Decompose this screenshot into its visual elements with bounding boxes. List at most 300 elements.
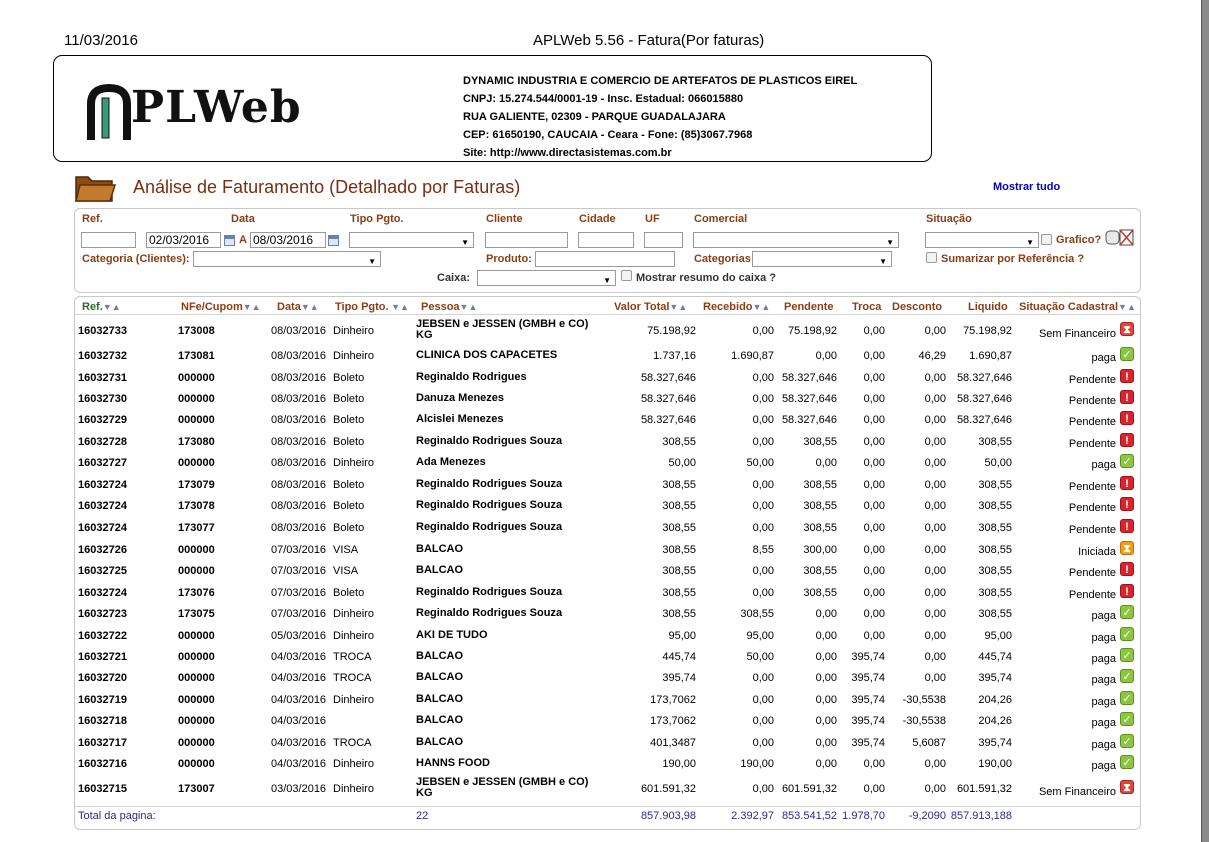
cell-troca: 395,74 bbox=[851, 694, 885, 706]
ref-label: Ref. bbox=[82, 213, 103, 225]
col-header-situacao[interactable]: Situação Cadastral▼▲ bbox=[1019, 301, 1136, 313]
cell-nfe: 173008 bbox=[178, 325, 215, 337]
cell-liquido: 50,00 bbox=[984, 457, 1012, 469]
cell-ref: 16032728 bbox=[78, 436, 127, 448]
cell-liquido: 58.327,646 bbox=[956, 393, 1012, 405]
cell-desconto: 0,00 bbox=[924, 457, 946, 469]
cell-ref: 16032722 bbox=[78, 630, 127, 642]
cell-recebido: 0,00 bbox=[752, 672, 774, 684]
cell-nfe: 173078 bbox=[178, 500, 215, 512]
hourglass-icon[interactable]: ⧗ bbox=[1120, 780, 1134, 794]
cell-pendente: 58.327,646 bbox=[781, 372, 837, 384]
cell-pendente: 58.327,646 bbox=[781, 414, 837, 426]
cell-valor: 308,55 bbox=[662, 544, 696, 556]
table-row[interactable] bbox=[75, 496, 1140, 516]
total-label: Total da pagina: bbox=[78, 810, 156, 822]
sort-icon[interactable]: ▼▲ bbox=[300, 302, 319, 312]
resumo-caixa-label: Mostrar resumo do caixa ? bbox=[636, 272, 776, 284]
table-row[interactable] bbox=[75, 318, 1140, 344]
sort-icon[interactable]: ▼▲ bbox=[752, 302, 771, 312]
ref-input[interactable] bbox=[81, 232, 136, 248]
cell-pessoa: Reginaldo Rodrigues Souza bbox=[416, 607, 563, 619]
table-row[interactable] bbox=[75, 776, 1140, 802]
cell-data: 08/03/2016 bbox=[271, 479, 327, 491]
cell-tipo: VISA bbox=[333, 544, 359, 556]
cell-valor: 50,00 bbox=[668, 457, 696, 469]
cell-nfe: 000000 bbox=[178, 457, 215, 469]
sort-icon[interactable]: ▼▲ bbox=[459, 302, 478, 312]
tipo-pgto-select[interactable] bbox=[349, 232, 474, 248]
cell-nfe: 173079 bbox=[178, 479, 215, 491]
check-icon[interactable]: ✓ bbox=[1120, 712, 1134, 726]
check-icon[interactable]: ✓ bbox=[1120, 755, 1134, 769]
chevron-down-icon: ▼ bbox=[368, 257, 376, 266]
cell-pendente: 308,55 bbox=[803, 565, 837, 577]
table-row[interactable] bbox=[75, 453, 1140, 473]
cell-situacao: Sem Financeiro bbox=[1038, 328, 1116, 340]
cell-nfe: 000000 bbox=[178, 372, 215, 384]
cell-valor: 173,7062 bbox=[650, 694, 696, 706]
cell-troca: 0,00 bbox=[863, 393, 885, 405]
cell-troca: 0,00 bbox=[863, 783, 885, 795]
cell-situacao: Iniciada bbox=[1078, 546, 1116, 558]
uf-label: UF bbox=[645, 213, 660, 225]
table-row[interactable] bbox=[75, 518, 1140, 538]
exclamation-icon[interactable]: ! bbox=[1120, 519, 1134, 533]
uf-input[interactable] bbox=[644, 232, 683, 248]
check-icon[interactable]: ✓ bbox=[1120, 648, 1134, 662]
cell-nfe: 173075 bbox=[178, 608, 215, 620]
sumarizar-checkbox[interactable] bbox=[926, 252, 937, 263]
check-icon[interactable]: ✓ bbox=[1120, 605, 1134, 619]
cell-pendente: 308,55 bbox=[803, 522, 837, 534]
cell-nfe: 000000 bbox=[178, 414, 215, 426]
cell-pessoa: AKI DE TUDO bbox=[416, 629, 488, 641]
cell-pendente: 0,00 bbox=[815, 630, 837, 642]
cell-ref: 16032732 bbox=[78, 350, 127, 362]
cell-troca: 0,00 bbox=[863, 350, 885, 362]
cell-nfe: 173080 bbox=[178, 436, 215, 448]
table-row[interactable] bbox=[75, 583, 1140, 603]
cell-recebido: 0,00 bbox=[752, 694, 774, 706]
grafico-checkbox[interactable] bbox=[1041, 234, 1052, 245]
exclamation-icon[interactable]: ! bbox=[1120, 411, 1134, 425]
total-valor: 857.903,98 bbox=[640, 810, 696, 822]
cell-tipo: Boleto bbox=[333, 436, 365, 448]
cell-recebido: 0,00 bbox=[752, 479, 774, 491]
situacao-select[interactable] bbox=[925, 232, 1039, 248]
cell-nfe: 173076 bbox=[178, 587, 215, 599]
cell-pendente: 0,00 bbox=[815, 672, 837, 684]
hourglass-icon[interactable]: ⧗ bbox=[1120, 322, 1134, 336]
cell-valor: 401,3487 bbox=[650, 737, 696, 749]
cell-situacao: paga bbox=[1091, 739, 1116, 751]
cell-valor: 308,55 bbox=[662, 608, 696, 620]
produto-input[interactable] bbox=[535, 251, 675, 267]
cell-tipo: Dinheiro bbox=[333, 350, 374, 362]
cell-situacao: Pendente bbox=[1068, 524, 1116, 536]
cell-liquido: 308,55 bbox=[978, 608, 1012, 620]
cell-data: 07/03/2016 bbox=[271, 608, 327, 620]
caixa-select[interactable] bbox=[477, 270, 616, 286]
cell-troca: 0,00 bbox=[863, 630, 885, 642]
cell-pendente: 601.591,32 bbox=[781, 783, 837, 795]
cell-nfe: 173077 bbox=[178, 522, 215, 534]
cell-valor: 395,74 bbox=[662, 672, 696, 684]
cell-data: 04/03/2016 bbox=[271, 651, 327, 663]
cell-nfe: 000000 bbox=[178, 715, 215, 727]
table-row[interactable] bbox=[75, 668, 1140, 688]
cell-desconto: 0,00 bbox=[924, 325, 946, 337]
cell-pendente: 308,55 bbox=[803, 587, 837, 599]
company-name: DYNAMIC INDUSTRIA E COMERCIO DE ARTEFATOS DE PLASTICOS EIREL bbox=[463, 75, 858, 87]
cell-liquido: 445,74 bbox=[978, 651, 1012, 663]
situacao-label: Situação bbox=[926, 213, 972, 225]
cell-situacao: Pendente bbox=[1068, 416, 1116, 428]
exclamation-icon[interactable]: ! bbox=[1120, 369, 1134, 383]
tipo-pgto-label: Tipo Pgto. bbox=[350, 213, 404, 225]
cell-tipo: TROCA bbox=[333, 672, 372, 684]
table-row[interactable] bbox=[75, 389, 1140, 409]
cell-troca: 395,74 bbox=[851, 651, 885, 663]
table-row[interactable] bbox=[75, 561, 1140, 581]
total-troca: 1.978,70 bbox=[842, 810, 885, 822]
cidade-label: Cidade bbox=[579, 213, 616, 225]
cell-situacao: paga bbox=[1091, 352, 1116, 364]
cell-tipo: VISA bbox=[333, 565, 359, 577]
table-row[interactable] bbox=[75, 733, 1140, 753]
cell-data: 04/03/2016 bbox=[271, 737, 327, 749]
print-date: 11/03/2016 bbox=[64, 32, 138, 49]
comercial-label: Comercial bbox=[694, 213, 748, 225]
cell-situacao: Pendente bbox=[1068, 374, 1116, 386]
cell-nfe: 000000 bbox=[178, 694, 215, 706]
table-row[interactable] bbox=[75, 626, 1140, 646]
cell-liquido: 308,55 bbox=[978, 565, 1012, 577]
calendar-icon[interactable] bbox=[224, 235, 235, 246]
cell-ref: 16032724 bbox=[78, 479, 127, 491]
cell-recebido: 95,00 bbox=[746, 630, 774, 642]
cell-troca: 0,00 bbox=[863, 544, 885, 556]
cell-tipo: Dinheiro bbox=[333, 783, 374, 795]
cell-desconto: 5,6087 bbox=[912, 737, 946, 749]
cell-tipo: Dinheiro bbox=[333, 694, 374, 706]
cell-recebido: 0,00 bbox=[752, 587, 774, 599]
chart-toggle-icon[interactable] bbox=[1105, 229, 1135, 247]
total-desconto: -9,2090 bbox=[908, 810, 946, 822]
cell-valor: 308,55 bbox=[662, 500, 696, 512]
cell-data: 07/03/2016 bbox=[271, 587, 327, 599]
table-row[interactable] bbox=[75, 410, 1140, 430]
table-row[interactable] bbox=[75, 368, 1140, 388]
cell-recebido: 190,00 bbox=[740, 758, 774, 770]
check-icon[interactable]: ✓ bbox=[1120, 669, 1134, 683]
cell-liquido: 395,74 bbox=[978, 737, 1012, 749]
cell-troca: 0,00 bbox=[863, 500, 885, 512]
col-header-desconto[interactable]: Desconto bbox=[892, 301, 943, 313]
cell-valor: 308,55 bbox=[662, 436, 696, 448]
sumarizar-label: Sumarizar por Referência ? bbox=[941, 253, 1085, 265]
cell-pessoa: Reginaldo Rodrigues Souza bbox=[416, 499, 563, 511]
cell-desconto: 0,00 bbox=[924, 630, 946, 642]
cell-pessoa: CLINICA DOS CAPACETES bbox=[416, 349, 558, 361]
cell-pessoa: BALCAO bbox=[416, 671, 464, 683]
col-header-liquido[interactable]: Liquido bbox=[968, 301, 1008, 313]
cell-ref: 16032727 bbox=[78, 457, 127, 469]
company-header bbox=[53, 55, 932, 162]
categoria-clientes-select[interactable] bbox=[193, 251, 381, 267]
cell-ref: 16032731 bbox=[78, 372, 127, 384]
cell-pessoa: BALCAO bbox=[416, 543, 464, 555]
cell-desconto: -30,5538 bbox=[902, 715, 946, 727]
table-row[interactable] bbox=[75, 346, 1140, 366]
check-icon[interactable]: ✓ bbox=[1120, 347, 1134, 361]
cell-tipo: Boleto bbox=[333, 414, 365, 426]
cell-data: 03/03/2016 bbox=[271, 783, 327, 795]
cell-recebido: 50,00 bbox=[746, 457, 774, 469]
company-address: RUA GALIENTE, 02309 - PARQUE GUADALAJARA bbox=[463, 111, 726, 123]
cell-ref: 16032724 bbox=[78, 500, 127, 512]
cell-data: 04/03/2016 bbox=[271, 694, 327, 706]
cell-nfe: 000000 bbox=[178, 565, 215, 577]
cell-tipo: Dinheiro bbox=[333, 758, 374, 770]
col-header-valor[interactable]: Valor Total▼▲ bbox=[614, 301, 688, 313]
check-icon[interactable]: ✓ bbox=[1120, 454, 1134, 468]
cell-data: 05/03/2016 bbox=[271, 630, 327, 642]
cell-data: 04/03/2016 bbox=[271, 672, 327, 684]
table-row[interactable] bbox=[75, 754, 1140, 774]
comercial-select[interactable] bbox=[693, 232, 899, 248]
col-header-recebido[interactable]: Recebido▼▲ bbox=[703, 301, 771, 313]
table-row[interactable] bbox=[75, 647, 1140, 667]
cell-liquido: 308,55 bbox=[978, 587, 1012, 599]
cell-pessoa: Reginaldo Rodrigues bbox=[416, 371, 527, 383]
cidade-input[interactable] bbox=[578, 232, 634, 248]
cell-nfe: 000000 bbox=[178, 544, 215, 556]
cell-recebido: 0,00 bbox=[752, 522, 774, 534]
categorias-select[interactable] bbox=[752, 251, 892, 267]
exclamation-icon[interactable]: ! bbox=[1120, 390, 1134, 404]
check-icon[interactable]: ✓ bbox=[1120, 734, 1134, 748]
cell-recebido: 308,55 bbox=[740, 608, 774, 620]
cell-pendente: 308,55 bbox=[803, 479, 837, 491]
sort-icon[interactable]: ▼▲ bbox=[1118, 302, 1136, 312]
hourglass-icon[interactable]: ⧗ bbox=[1120, 541, 1134, 555]
cell-desconto: 0,00 bbox=[924, 587, 946, 599]
cell-desconto: 0,00 bbox=[924, 414, 946, 426]
total-pendente: 853.541,52 bbox=[781, 810, 837, 822]
data-label: Data bbox=[231, 213, 255, 225]
col-header-nfe[interactable]: NFe/Cupom▼▲ bbox=[181, 301, 261, 313]
show-all-link[interactable]: Mostrar tudo bbox=[993, 181, 1061, 193]
cell-valor: 308,55 bbox=[662, 587, 696, 599]
cell-troca: 0,00 bbox=[863, 457, 885, 469]
total-row bbox=[75, 806, 1140, 822]
cell-recebido: 0,00 bbox=[752, 325, 774, 337]
cell-ref: 16032726 bbox=[78, 544, 127, 556]
caixa-label: Caixa: bbox=[437, 272, 471, 284]
cell-pessoa: Alcislei Menezes bbox=[416, 413, 504, 425]
cell-liquido: 308,55 bbox=[978, 544, 1012, 556]
sort-icon[interactable]: ▼▲ bbox=[242, 302, 261, 312]
cell-situacao: Pendente bbox=[1068, 395, 1116, 407]
company-site: Site: http://www.directasistemas.com.br bbox=[463, 147, 672, 159]
cell-recebido: 0,00 bbox=[752, 783, 774, 795]
cell-pessoa: BALCAO bbox=[416, 736, 464, 748]
col-header-pessoa[interactable]: Pessoa▼▲ bbox=[421, 301, 478, 313]
cell-recebido: 0,00 bbox=[752, 715, 774, 727]
exclamation-icon[interactable]: ! bbox=[1120, 497, 1134, 511]
cell-nfe: 000000 bbox=[178, 630, 215, 642]
table-row[interactable] bbox=[75, 475, 1140, 495]
cell-data: 04/03/2016 bbox=[271, 758, 327, 770]
cell-tipo: Boleto bbox=[333, 587, 365, 599]
sort-icon[interactable]: ▼▲ bbox=[102, 302, 121, 312]
cell-recebido: 0,00 bbox=[752, 565, 774, 577]
cell-troca: 0,00 bbox=[863, 758, 885, 770]
cell-pendente: 75.198,92 bbox=[788, 325, 837, 337]
cell-desconto: 0,00 bbox=[924, 672, 946, 684]
cell-pendente: 0,00 bbox=[815, 457, 837, 469]
cell-ref: 16032730 bbox=[78, 393, 127, 405]
filter-panel bbox=[74, 208, 1141, 293]
cell-troca: 395,74 bbox=[851, 672, 885, 684]
cell-tipo: TROCA bbox=[333, 651, 372, 663]
header-divider bbox=[75, 314, 1140, 315]
cell-liquido: 308,55 bbox=[978, 522, 1012, 534]
cell-pessoa: BALCAO bbox=[416, 650, 464, 662]
cell-nfe: 173081 bbox=[178, 350, 215, 362]
cell-valor: 58.327,646 bbox=[640, 372, 696, 384]
resumo-caixa-checkbox[interactable] bbox=[621, 270, 632, 281]
cell-desconto: -30,5538 bbox=[902, 694, 946, 706]
cell-valor: 190,00 bbox=[662, 758, 696, 770]
cell-valor: 601.591,32 bbox=[640, 783, 696, 795]
sort-icon[interactable]: ▼▲ bbox=[388, 302, 409, 312]
cell-nfe: 000000 bbox=[178, 651, 215, 663]
cell-pessoa: JEBSEN e JESSEN (GMBH e CO) KG bbox=[416, 318, 589, 341]
cell-situacao: paga bbox=[1091, 674, 1116, 686]
col-header-tipo[interactable]: Tipo Pgto. ▼▲ bbox=[335, 301, 409, 313]
cell-situacao: paga bbox=[1091, 760, 1116, 772]
table-row[interactable] bbox=[75, 711, 1140, 731]
print-title: APLWeb 5.56 - Fatura(Por faturas) bbox=[533, 32, 765, 49]
check-icon[interactable]: ✓ bbox=[1120, 627, 1134, 641]
table-row[interactable] bbox=[75, 604, 1140, 624]
cell-tipo: Boleto bbox=[333, 522, 365, 534]
cell-tipo: TROCA bbox=[333, 737, 372, 749]
cell-ref: 16032724 bbox=[78, 587, 127, 599]
cell-ref: 16032715 bbox=[78, 783, 127, 795]
cell-desconto: 0,00 bbox=[924, 436, 946, 448]
cell-tipo: Boleto bbox=[333, 393, 365, 405]
cell-ref: 16032721 bbox=[78, 651, 127, 663]
produto-label: Produto: bbox=[486, 253, 532, 265]
cell-pessoa: Reginaldo Rodrigues Souza bbox=[416, 478, 563, 490]
cell-recebido: 0,00 bbox=[752, 737, 774, 749]
cell-troca: 0,00 bbox=[863, 587, 885, 599]
cell-pendente: 0,00 bbox=[815, 737, 837, 749]
cell-desconto: 0,00 bbox=[924, 522, 946, 534]
exclamation-icon[interactable]: ! bbox=[1120, 476, 1134, 490]
logo-text: PLWeb bbox=[131, 82, 302, 133]
col-header-data[interactable]: Data▼▲ bbox=[277, 301, 319, 313]
page-heading: Análise de Faturamento (Detalhado por Faturas) bbox=[133, 177, 521, 197]
cell-tipo: Dinheiro bbox=[333, 457, 374, 469]
cell-recebido: 0,00 bbox=[752, 500, 774, 512]
cell-ref: 16032725 bbox=[78, 565, 127, 577]
cell-pessoa: BALCAO bbox=[416, 714, 464, 726]
table-row[interactable] bbox=[75, 432, 1140, 452]
cell-desconto: 0,00 bbox=[924, 565, 946, 577]
cell-desconto: 0,00 bbox=[924, 372, 946, 384]
cell-situacao: paga bbox=[1091, 717, 1116, 729]
company-info bbox=[463, 72, 857, 162]
cell-recebido: 0,00 bbox=[752, 372, 774, 384]
exclamation-icon[interactable]: ! bbox=[1120, 433, 1134, 447]
cliente-input[interactable] bbox=[485, 232, 568, 248]
company-cep: CEP: 61650190, CAUCAIA - Ceara - Fone: (85)3067.7968 bbox=[463, 129, 753, 141]
col-header-pendente[interactable]: Pendente bbox=[784, 301, 834, 313]
cell-data: 04/03/2016 bbox=[271, 715, 327, 727]
cell-data: 08/03/2016 bbox=[271, 522, 327, 534]
cell-situacao: paga bbox=[1091, 459, 1116, 471]
cell-ref: 16032724 bbox=[78, 522, 127, 534]
cell-liquido: 204,26 bbox=[978, 694, 1012, 706]
cell-valor: 1.737,16 bbox=[653, 350, 696, 362]
date-to-input[interactable]: 08/03/2016 bbox=[250, 232, 326, 248]
company-cnpj: CNPJ: 15.274.544/0001-19 - Insc. Estadual: 066015880 bbox=[463, 93, 744, 105]
cell-liquido: 95,00 bbox=[984, 630, 1012, 642]
cell-desconto: 0,00 bbox=[924, 651, 946, 663]
check-icon[interactable]: ✓ bbox=[1120, 691, 1134, 705]
cell-troca: 0,00 bbox=[863, 372, 885, 384]
date-from-input[interactable]: 02/03/2016 bbox=[146, 232, 221, 248]
cell-recebido: 0,00 bbox=[752, 436, 774, 448]
cell-situacao: paga bbox=[1091, 632, 1116, 644]
total-recebido: 2.392,97 bbox=[731, 810, 774, 822]
calendar-icon[interactable] bbox=[328, 235, 339, 246]
cell-data: 08/03/2016 bbox=[271, 414, 327, 426]
cell-pendente: 308,55 bbox=[803, 500, 837, 512]
cell-liquido: 601.591,32 bbox=[956, 783, 1012, 795]
cell-pendente: 308,55 bbox=[803, 436, 837, 448]
cell-valor: 308,55 bbox=[662, 522, 696, 534]
cell-desconto: 0,00 bbox=[924, 758, 946, 770]
exclamation-icon[interactable]: ! bbox=[1120, 562, 1134, 576]
cell-liquido: 308,55 bbox=[978, 500, 1012, 512]
table-row[interactable] bbox=[75, 540, 1140, 560]
cell-recebido: 50,00 bbox=[746, 651, 774, 663]
cell-pessoa: Ada Menezes bbox=[416, 456, 486, 468]
col-header-ref[interactable]: Ref.▼▲ bbox=[82, 301, 121, 313]
cell-tipo: Dinheiro bbox=[333, 608, 374, 620]
cell-pessoa: Reginaldo Rodrigues Souza bbox=[416, 521, 563, 533]
cell-valor: 173,7062 bbox=[650, 715, 696, 727]
cell-nfe: 000000 bbox=[178, 758, 215, 770]
cell-tipo: Boleto bbox=[333, 372, 365, 384]
cell-troca: 0,00 bbox=[863, 522, 885, 534]
cell-desconto: 0,00 bbox=[924, 608, 946, 620]
sort-icon[interactable]: ▼▲ bbox=[669, 302, 688, 312]
exclamation-icon[interactable]: ! bbox=[1120, 584, 1134, 598]
cell-data: 08/03/2016 bbox=[271, 372, 327, 384]
cell-tipo: Boleto bbox=[333, 479, 365, 491]
cell-ref: 16032733 bbox=[78, 325, 127, 337]
cell-liquido: 58.327,646 bbox=[956, 414, 1012, 426]
col-header-troca[interactable]: Troca bbox=[852, 301, 882, 313]
table-row[interactable] bbox=[75, 690, 1140, 710]
